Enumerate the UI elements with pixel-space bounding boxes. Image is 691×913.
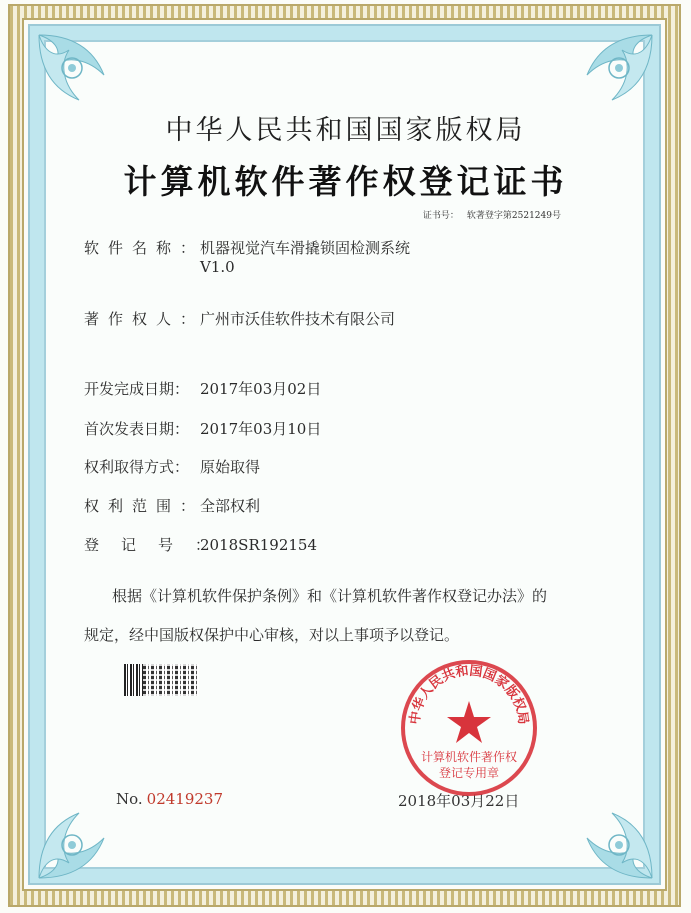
software-version-row xyxy=(200,258,235,276)
software-name-label: 软件名称： xyxy=(84,239,205,257)
certificate-number-value: 软著登字第2521249号 xyxy=(466,211,561,221)
publish-date-value: 2017年03月10日 xyxy=(200,420,322,438)
acquire-row xyxy=(84,456,260,477)
scope-value: 全部权利 xyxy=(200,497,261,515)
reg-no-value: 2018SR192154 xyxy=(200,536,318,554)
acquire-value: 原始取得 xyxy=(200,458,261,476)
software-version: V1.0 xyxy=(200,258,235,276)
seal-star-icon xyxy=(447,701,491,743)
scope-label: 权利范围： xyxy=(84,497,205,515)
issuer-title: 中华人民共和国国家版权局 xyxy=(165,115,526,146)
official-seal xyxy=(398,657,540,799)
software-name-value: 机器视觉汽车滑撬锁固检测系统 xyxy=(200,239,411,257)
publish-date-label: 首次发表日期： xyxy=(84,420,190,438)
serial-number xyxy=(116,790,223,808)
legal-basis-line2: 规定，经中国版权保护中心审核，对以上事项予以登记。 xyxy=(84,626,460,644)
publish-date-row xyxy=(84,418,321,439)
acquire-label: 权利取得方式： xyxy=(84,458,190,476)
certificate-number xyxy=(415,208,561,221)
certificate-number-label: 证书号： xyxy=(422,211,459,221)
issue-date: 2018年03月22日 xyxy=(398,792,520,810)
seal-line1: 计算机软件著作权 xyxy=(420,750,518,764)
software-name-row xyxy=(84,237,410,258)
seal-ring-path: 中华人民共和国国家版权局 xyxy=(407,663,531,726)
scope-row xyxy=(84,495,260,516)
reg-no-label: 登记号： xyxy=(84,536,233,554)
copyright-owner-row xyxy=(84,308,395,329)
copyright-owner-label: 著作权人： xyxy=(84,310,205,328)
qr-code xyxy=(143,664,199,696)
seal-line2: 登记专用章 xyxy=(438,766,500,780)
serial-prefix: No. xyxy=(116,790,143,808)
certificate-title: 计算机软件著作权登记证书 xyxy=(123,162,568,201)
dev-date-row xyxy=(84,378,321,399)
copyright-owner-value: 广州市沃佳软件技术有限公司 xyxy=(200,310,396,328)
serial-number-value: 02419237 xyxy=(146,790,224,808)
dev-date-value: 2017年03月02日 xyxy=(200,380,322,398)
reg-no-row xyxy=(84,534,317,555)
dev-date-label: 开发完成日期： xyxy=(84,380,190,398)
legal-basis-line1: 根据《计算机软件保护条例》和《计算机软件著作权登记办法》的 xyxy=(112,587,548,605)
